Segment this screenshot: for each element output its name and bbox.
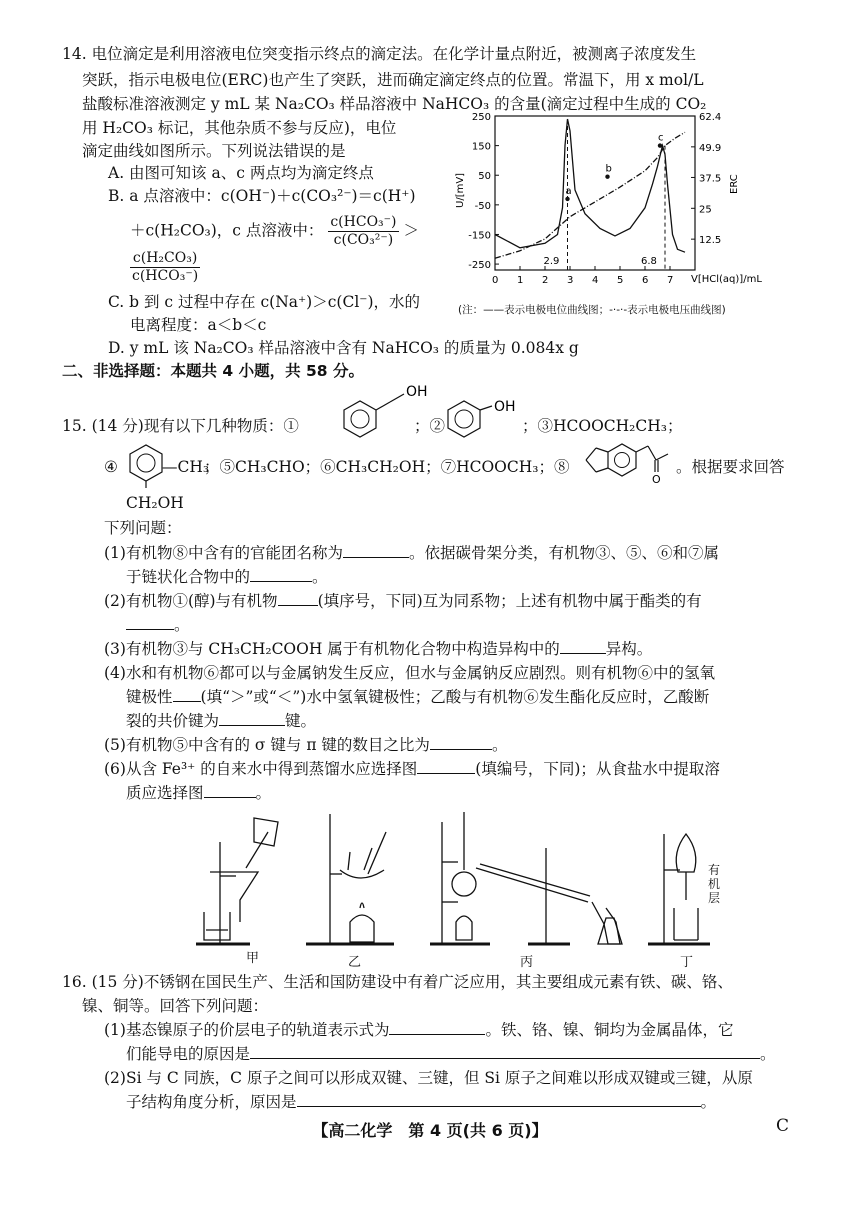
x-tick-label: 5 (617, 275, 624, 286)
q15-s2-sep: ；② (414, 417, 446, 435)
answer-blank-6-2[interactable] (204, 783, 256, 798)
x-axis-label: V[HCl(aq)]/mL (691, 274, 762, 285)
q15-p6-line1 (104, 759, 720, 779)
ketone-o-label: O (652, 473, 661, 486)
endpoint-marker-label: 6.8 (641, 256, 657, 267)
q15-p4-text-b: 键极性 (126, 688, 173, 706)
q14-option-b-line2 (130, 214, 419, 249)
y-right-tick-label: 25 (699, 204, 712, 216)
y-right-axis-label: ERC (729, 174, 740, 194)
answer-blank-4-2[interactable] (219, 711, 285, 726)
organic-layer-3: 层 (708, 891, 721, 905)
x-tick-label: 4 (592, 275, 599, 286)
s1-oh-label: OH (406, 384, 428, 400)
q15-p1-text-a: (1)有机物⑧中含有的官能团名称为 (104, 544, 343, 562)
fraction-1-den: c(CO₃²⁻) (333, 232, 394, 248)
q16-p1-line2 (126, 1044, 776, 1064)
q15-intro2: 下列问题： (104, 519, 182, 537)
y-left-tick-label: 150 (471, 141, 491, 153)
q15-p6-text-a: (6)从含 Fe³⁺ 的自来水中得到蒸馏水应选择图 (104, 760, 418, 778)
section-2-heading: 二、非选择题：本题共 4 小题，共 58 分。 (62, 362, 364, 380)
x-tick-label: 0 (492, 275, 499, 286)
distillation-apparatus (430, 812, 622, 944)
x-tick-label: 1 (517, 275, 524, 286)
answer-blank-5[interactable] (430, 735, 492, 750)
fraction-2-num: c(H₂CO₃) (130, 250, 200, 268)
answer-blank-1-1[interactable] (343, 543, 409, 558)
answer-blank-3[interactable] (560, 639, 606, 654)
titration-chart (455, 108, 775, 318)
q15-p4-text-d: 裂的共价键为 (126, 712, 220, 730)
answer-blank-6-1[interactable] (417, 759, 475, 774)
y-left-tick-label: -50 (474, 200, 491, 212)
q15-p6-text-d: 。 (255, 784, 272, 802)
y-right-tick-label: 62.4 (699, 112, 722, 123)
series-line-1 (495, 132, 685, 258)
s2-oh-label: OH (494, 399, 516, 415)
y-right-tick-label: 49.9 (699, 142, 722, 154)
gt-sign: ＞ (403, 221, 419, 240)
q15-p2-text-c: 。 (174, 616, 190, 634)
phenol-structure (440, 394, 530, 444)
x-tick-label: 6 (642, 275, 649, 286)
q15-s4-ch2oh: CH₂OH (126, 494, 184, 512)
point-a (565, 197, 569, 201)
series-line-0 (495, 119, 685, 252)
q16-p1-text-a: (1)基态镍原子的价层电子的轨道表示式为 (104, 1021, 390, 1039)
q15-p6-text-b: (填编号，下同)；从食盐水中提取溶 (475, 760, 720, 778)
benzyl-alcohol-structure (324, 382, 428, 444)
point-label-a: a (565, 185, 572, 197)
q15-p3-text-b: 异构。 (605, 640, 653, 658)
q15-p1-text-c: 于链状化合物中的 (126, 568, 251, 586)
q14-line3: 盐酸标准溶液测定 y mL 某 Na₂CO₃ 样品溶液中 NaHCO₃ 的含量(滴定过程中生成的 CO₂ (82, 95, 707, 113)
y-left-axis-label: U/[mV] (455, 172, 466, 208)
fraction-1 (328, 214, 398, 249)
q15-s4-ch3: —CH₃ (162, 458, 210, 476)
q15-p5 (104, 735, 507, 755)
q15-s5-to-8: ；⑤CH₃CHO；⑥CH₃CH₂OH；⑦HCOOCH₃；⑧ (204, 458, 570, 476)
x-tick-label: 2 (542, 275, 549, 286)
q15-p2-line1 (104, 591, 702, 611)
x-tick-label: 3 (567, 275, 574, 286)
point-label-b: b (605, 163, 612, 175)
q14-line5: 滴定曲线如图所示。下列说法错误的是 (82, 142, 346, 160)
y-left-tick-label: 250 (471, 112, 491, 123)
q15-p4-text-e: 键。 (285, 712, 317, 730)
fraction-1-num: c(HCO₃⁻) (330, 214, 397, 230)
q15-p1-line1 (104, 543, 719, 563)
q15-p4-line1: (4)水和有机物⑥都可以与金属钠发生反应，但水与金属钠反应剧烈。则有机物⑥中的氢氧 (104, 664, 715, 682)
q14-option-b-line3 (130, 250, 200, 285)
q15-p1-line2 (126, 567, 328, 587)
endpoint-marker-label: 2.9 (543, 256, 560, 267)
q16-line1: 16. (15 分)不锈钢在国民生产、生活和国防建设中有着广泛应用，其主要组成元素有铁、碳、铬、 (62, 973, 733, 991)
y-left-tick-label: -250 (468, 260, 491, 272)
q15-p2-line2 (126, 615, 190, 635)
q16-p2-line2 (126, 1092, 716, 1112)
q15-p5-text-b: 。 (491, 736, 508, 754)
separatory-funnel-apparatus (648, 834, 710, 944)
page-footer: 【高二化学 第 4 页(共 6 页)】 (312, 1121, 548, 1140)
y-left-tick-label: -150 (468, 230, 491, 242)
q15-p4-text-c: (填“＞”或“＜”)水中氢氧键极性；乙酸与有机物⑥发生酯化反应时，乙酸断 (200, 688, 710, 706)
q15-p6-line2 (126, 783, 271, 803)
q14-option-a: A. 由图可知该 a、c 两点均为滴定终点 (108, 164, 374, 182)
answer-blank-2-2[interactable] (126, 615, 174, 630)
q14-option-c-line1: C. b 到 c 过程中存在 c(Na⁺)＞c(Cl⁻)，水的 (108, 293, 421, 311)
label-ding: 丁 (680, 955, 694, 970)
point-label-c: c (658, 132, 664, 144)
q14-line2: 突跃，指示电极电位(ERC)也产生了突跃，进而确定滴定终点的位置。常温下，用 x mol/L (82, 71, 704, 89)
y-left-tick-label: 50 (478, 171, 491, 183)
q15-p2-text-a: (2)有机物①(醇)与有机物 (104, 592, 278, 610)
chart-note: (注：——表示电极电位曲线图；-·-·-表示电极电压曲线图) (458, 304, 726, 316)
evaporation-apparatus (306, 814, 394, 944)
organic-layer-1: 有 (708, 863, 721, 877)
q16-p1-line1 (104, 1020, 733, 1040)
q16-line2: 镍、铜等。回答下列问题： (82, 997, 269, 1015)
filtration-apparatus (196, 818, 278, 944)
q15-p4-line3 (126, 711, 316, 731)
q15-p6-text-c: 质应选择图 (126, 784, 204, 802)
lab-apparatus-figure (190, 812, 730, 968)
q15-p3-text-a: (3)有机物③与 CH₃CH₂COOH 属于有机物化合物中构造异构中的 (104, 640, 560, 658)
q16-p2-text-c: 。 (700, 1093, 717, 1111)
q16-p1-text-b: 。铁、铬、镍、铜均为金属晶体，它 (485, 1021, 734, 1039)
q15-s3: ；③HCOOCH₂CH₃； (522, 417, 683, 435)
answer-blank-2-1[interactable] (278, 591, 318, 606)
q15-p1-text-b: 。依据碳骨架分类，有机物③、⑤、⑥和⑦属 (408, 544, 719, 562)
q15-p5-text-a: (5)有机物⑤中含有的 σ 键与 π 键的数目之比为 (104, 736, 430, 754)
label-yi: 乙 (348, 955, 362, 970)
q15-p2-text-b: (填序号，下同)互为同系物；上述有机物中属于酯类的有 (317, 592, 702, 610)
q16-p1-text-d: 。 (760, 1045, 776, 1063)
q15-s8-tail: 。根据要求回答 (676, 458, 785, 476)
answer-blank-16-2[interactable] (250, 1044, 760, 1059)
q15-p3 (104, 639, 652, 659)
q15-s4-label: ④ (104, 458, 118, 476)
x-tick-label: 7 (667, 275, 674, 286)
y-right-tick-label: 37.5 (699, 173, 722, 185)
answer-blank-4-1[interactable] (173, 687, 201, 702)
organic-layer-2: 机 (708, 877, 721, 891)
q14-option-c-line2: 电离程度：a＜b＜c (130, 316, 267, 334)
answer-blank-16-3[interactable] (297, 1092, 701, 1107)
label-bing: 丙 (520, 955, 534, 970)
q16-p2-text-b: 子结构角度分析，原因是 (126, 1093, 297, 1111)
version-letter: C (776, 1116, 790, 1136)
q16-p2-line1: (2)Si 与 C 同族，C 原子之间可以形成双键、三键，但 Si 原子之间难以形成双键或三键，从原 (104, 1069, 753, 1087)
q14-line4: 用 H₂CO₃ 标记，其他杂质不参与反应)，电位 (82, 119, 397, 137)
answer-blank-1-2[interactable] (250, 567, 312, 582)
point-b (605, 175, 609, 179)
q14-option-b-line1: B. a 点溶液中：c(OH⁻)＋c(CO₃²⁻)＝c(H⁺) (108, 187, 416, 205)
q16-p1-text-c: 们能导电的原因是 (126, 1045, 251, 1063)
q15-p1-text-d: 。 (312, 568, 328, 586)
q14-line1: 14. 电位滴定是利用溶液电位突变指示终点的滴定法。在化学计量点附近，被测离子浓度发生 (62, 45, 697, 63)
fraction-2 (130, 250, 200, 285)
label-jia: 甲 (246, 951, 260, 966)
q14-option-d: D. y mL 该 Na₂CO₃ 样品溶液中含有 NaHCO₃ 的质量为 0.084x g (108, 339, 579, 357)
point-c (658, 143, 662, 147)
compound-8-structure (578, 440, 674, 484)
answer-blank-16-1[interactable] (389, 1020, 485, 1035)
fraction-2-den: c(HCO₃⁻) (132, 268, 199, 284)
q15-intro: 15. (14 分)现有以下几种物质：① (62, 417, 299, 435)
y-right-tick-label: 12.5 (699, 235, 722, 247)
q15-p4-line2 (126, 687, 709, 707)
q14-option-b-text: ＋c(H₂CO₃)，c 点溶液中： (130, 221, 324, 240)
